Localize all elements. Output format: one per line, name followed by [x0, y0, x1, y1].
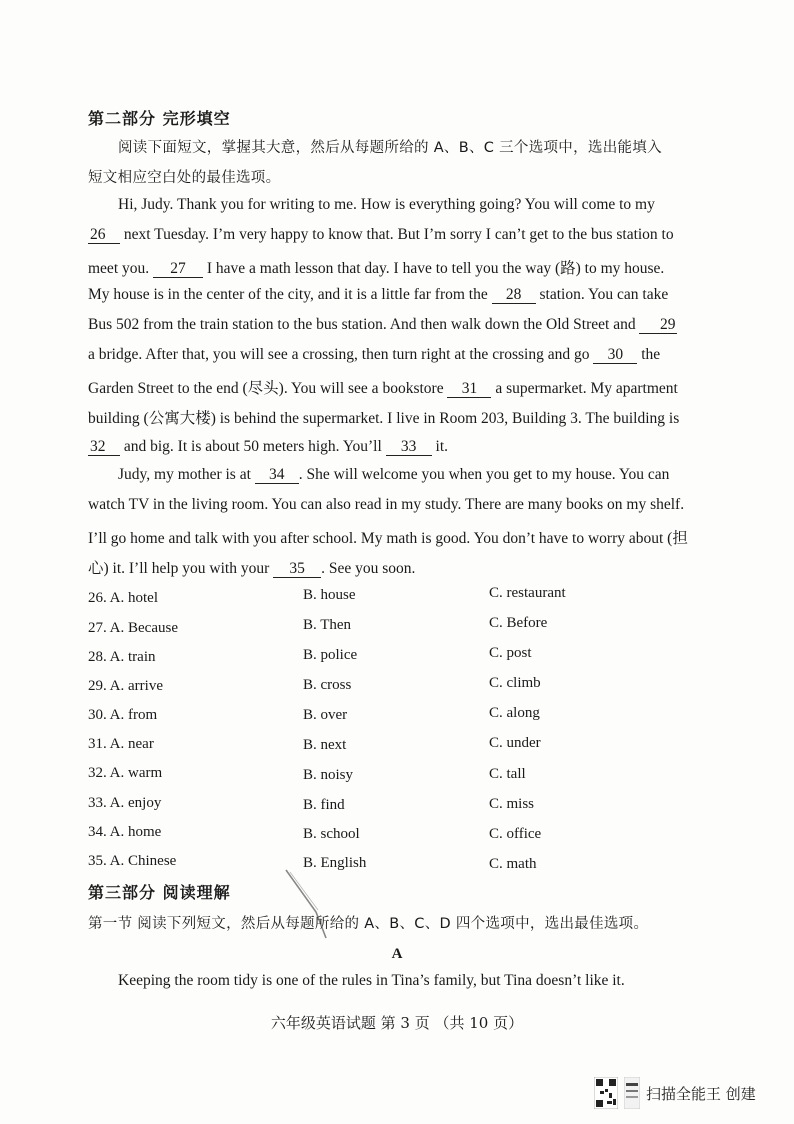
scanner-watermark — [594, 1076, 756, 1110]
passage-text: . She will welcome you when you get to my house. You can — [298, 466, 670, 483]
passage-line-9 — [88, 438, 448, 456]
option-28-a: 28. A. train — [88, 649, 156, 665]
passage-text: I’ll go home and talk with you after school. My math is good. You don’t have to worry about (担 — [88, 530, 688, 547]
section2-title: 第二部分 完形填空 — [88, 109, 231, 128]
option-32-a: 32. A. warm — [88, 765, 163, 781]
passage-line-8 — [88, 406, 679, 428]
passage-line-12 — [88, 526, 688, 548]
passage-line-13 — [88, 556, 415, 578]
passage-text: building (公寓大楼) is behind the supermarket. I live in Room 203, Building 3. The building is — [88, 410, 680, 427]
passage-text: 心) it. I’ll help you with your — [88, 560, 274, 577]
blank-30: 30 — [593, 346, 637, 364]
passage-text: it. — [431, 438, 449, 455]
option-31-b: B. next — [303, 737, 347, 753]
blank-28: 28 — [492, 286, 536, 304]
passage-text: I have a math lesson that day. I have to tell you the way (路) to my house. — [203, 260, 665, 277]
passage-text: a bridge. After that, you will see a crossing, then turn right at the crossing and go — [88, 346, 594, 363]
qr-code-icon — [594, 1077, 618, 1109]
option-26-a: 26. A. hotel — [88, 590, 158, 606]
option-34-c: C. office — [489, 826, 542, 842]
option-33-b: B. find — [303, 797, 345, 813]
option-27-a: 27. A. Because — [88, 620, 178, 636]
option-33-c: C. miss — [489, 796, 535, 812]
blank-31: 31 — [447, 380, 491, 398]
pen-mark-icon — [282, 866, 362, 946]
passage-line-10 — [118, 466, 669, 484]
section2-instruction-1: 阅读下面短文，掌握其大意，然后从每题所给的 A、B、C 三个选项中，选出能填入 — [118, 140, 662, 156]
passage-text: meet you. — [88, 260, 153, 277]
option-33-a: 33. A. enjoy — [88, 795, 162, 811]
blank-32: 32 — [88, 438, 120, 456]
passage-text: the — [637, 346, 661, 363]
option-30-c: C. along — [489, 705, 540, 721]
passage-text: Hi, Judy. Thank you for writing to me. How is everything going? You will come to my — [118, 196, 655, 213]
option-29-a: 29. A. arrive — [88, 678, 163, 694]
option-28-c: C. post — [489, 645, 532, 661]
option-31-c: C. under — [489, 735, 541, 751]
passage-text: Bus 502 from the train station to the bus station. And then walk down the Old Street and — [88, 316, 640, 333]
section3-title: 第三部分 阅读理解 — [88, 883, 231, 902]
section3-instruction: 第一节 阅读下列短文，然后从每题所给的 A、B、C、D 四个选项中，选出最佳选项。 — [88, 916, 649, 932]
blank-29: 29 — [639, 316, 677, 334]
option-27-b: B. Then — [303, 617, 352, 633]
passage-text: station. You can take — [535, 286, 669, 303]
passage-line-4 — [88, 286, 668, 304]
passage-line-6 — [88, 346, 660, 364]
blank-34: 34 — [255, 466, 299, 484]
passage-line-11 — [88, 496, 684, 514]
passage-text: My house is in the center of the city, and it is a little far from the — [88, 286, 492, 303]
blank-26: 26 — [88, 226, 120, 244]
option-27-c: C. Before — [489, 615, 548, 631]
option-29-c: C. climb — [489, 675, 541, 691]
option-29-b: B. cross — [303, 677, 352, 693]
blank-35: 35 — [273, 560, 321, 578]
passage-line-7 — [88, 376, 678, 398]
passage-text: watch TV in the living room. You can also read in my study. There are many books on my shelf. — [88, 496, 685, 513]
passage-text: Garden Street to the end (尽头). You will see a bookstore — [88, 380, 448, 397]
option-31-a: 31. A. near — [88, 736, 154, 752]
passage-a-label: A — [391, 946, 403, 962]
passage-text: and big. It is about 50 meters high. You’ll — [120, 438, 386, 455]
option-35-b: B. English — [303, 855, 367, 871]
passage-line-2 — [88, 226, 674, 244]
option-34-a: 34. A. home — [88, 824, 162, 840]
option-34-b: B. school — [303, 826, 360, 842]
passage-text: a supermarket. My apartment — [491, 380, 678, 397]
option-32-b: B. noisy — [303, 767, 354, 783]
passage-text: . See you soon. — [321, 560, 416, 577]
passage-line-5 — [88, 316, 677, 334]
option-35-c: C. math — [489, 856, 537, 872]
option-30-a: 30. A. from — [88, 707, 158, 723]
watermark-text: 扫描全能王 创建 — [646, 1084, 756, 1103]
scanner-logo-icon — [624, 1077, 640, 1109]
option-28-b: B. police — [303, 647, 358, 663]
page-footer: 六年级英语试题 第 3 页 （共 10 页） — [270, 1014, 524, 1032]
option-35-a: 35. A. Chinese — [88, 853, 177, 869]
section2-instruction-2: 短文相应空白处的最佳选项。 — [88, 170, 281, 186]
option-26-c: C. restaurant — [489, 585, 566, 601]
passage-line-1 — [118, 196, 655, 214]
passage-a-first-line: Keeping the room tidy is one of the rules in Tina’s family, but Tina doesn’t like it. — [118, 972, 625, 989]
blank-27: 27 — [153, 260, 203, 278]
option-26-b: B. house — [303, 587, 356, 603]
option-30-b: B. over — [303, 707, 348, 723]
passage-text: next Tuesday. I’m very happy to know that. But I’m sorry I can’t get to the bus station to — [120, 226, 674, 243]
blank-33: 33 — [386, 438, 432, 456]
option-32-c: C. tall — [489, 766, 526, 782]
passage-text: Judy, my mother is at — [118, 466, 255, 483]
passage-line-3 — [88, 256, 664, 278]
